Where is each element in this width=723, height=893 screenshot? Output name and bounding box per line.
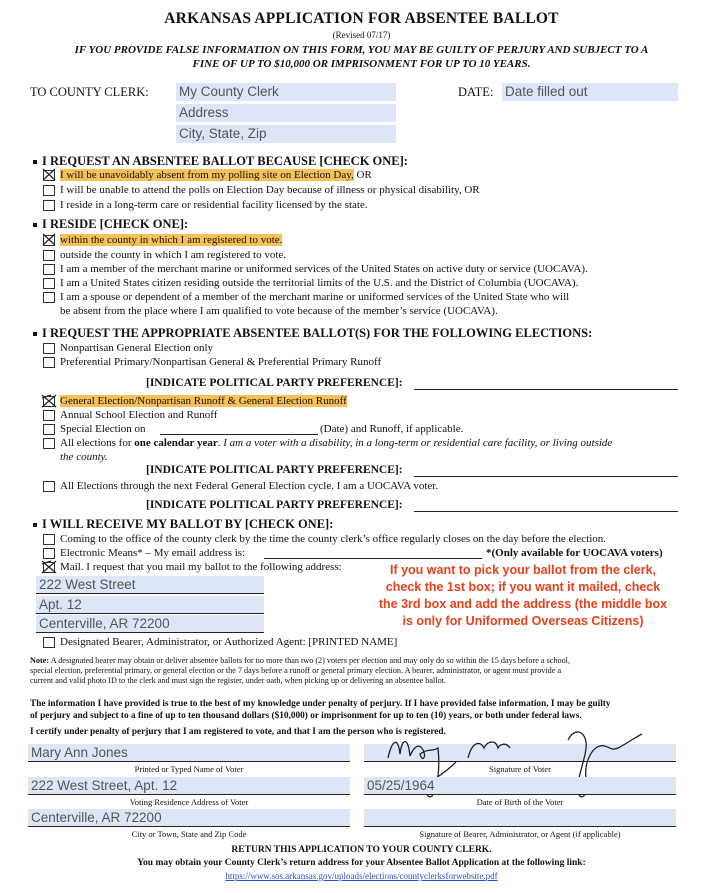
reason-illness-option: I will be unable to attend the polls on Election Day because of illness or physical disability, OR: [60, 184, 480, 196]
reason-heading: I REQUEST AN ABSENTEE BALLOT BECAUSE [CHECK ONE]:: [42, 154, 408, 168]
bearer-note: Note: A designated bearer may obtain or deliver absentee ballots for no more than two (2) voters per election and may only do so within the 15 days before a school, special election, preferential primary, or general election or the 7 days before a runoff or general primary election. A bearer, administrator, or agent must provide a current and valid photo ID to the clerk and must sign the register, under oath, when picking up or delivering an absentee ballot.: [30, 656, 570, 685]
to-county-clerk-label: TO COUNTY CLERK:: [30, 85, 149, 99]
receive-heading: I WILL RECEIVE MY BALLOT BY [CHECK ONE]:: [42, 517, 334, 531]
party-preference-line[interactable]: [414, 389, 678, 390]
election-nonpartisan-checkbox[interactable]: [43, 343, 55, 354]
reside-outside-option: outside the county in which I am registered to vote.: [60, 249, 287, 261]
clerk-address-field[interactable]: Address: [176, 104, 396, 122]
voter-signature-caption: Signature of Voter: [488, 764, 551, 774]
return-instruction: RETURN THIS APPLICATION TO YOUR COUNTY CLERK.: [231, 845, 492, 855]
bearer-signature-field[interactable]: [364, 809, 676, 827]
reside-uniformed-checkbox[interactable]: [43, 264, 55, 275]
election-calendar-year-continuation: the county.: [60, 451, 108, 463]
reside-abroad-checkbox[interactable]: [43, 278, 55, 289]
reason-illness-checkbox[interactable]: [43, 185, 55, 196]
election-calendar-year-option: All elections for one calendar year. I am a voter with a disability, in a long-term or residential care facility, or living outside: [60, 437, 613, 449]
reason-absent-checkbox[interactable]: [43, 170, 55, 181]
reason-longterm-checkbox[interactable]: [43, 200, 55, 211]
reside-outside-checkbox[interactable]: [43, 250, 55, 261]
reside-spouse-option: I am a spouse or dependent of a member of the merchant marine or uniformed services of the United State who will: [60, 291, 570, 303]
date-field[interactable]: Date filled out: [502, 83, 678, 101]
voter-dob-field[interactable]: 05/25/1964: [364, 777, 676, 795]
election-school-option: Annual School Election and Runoff: [60, 409, 218, 421]
checkmark-x-icon: [41, 394, 57, 408]
section-bullet: [33, 332, 37, 336]
election-general-checkbox[interactable]: [43, 396, 55, 407]
special-election-date-line[interactable]: [160, 434, 318, 435]
election-general-option: General Election/Nonpartisan Runoff & General Election Runoff: [60, 395, 347, 407]
election-preferential-option: Preferential Primary/Nonpartisan General & Preferential Primary Runoff: [60, 356, 382, 368]
receive-mail-checkbox[interactable]: [43, 562, 55, 573]
certification-statement: The information I have provided is true to the best of my knowledge under penalty of perjury. If I have provided false information, I may be guilty of perjury and subject to a fine of up to ten thousand dollars ($10,000) or imprisonment for up to ten (10) years, or both under federal laws.: [30, 699, 611, 721]
reason-longterm-option: I reside in a long-term care or residential facility licensed by the state.: [60, 199, 368, 211]
election-special-suffix: (Date) and Runoff, if applicable.: [320, 423, 464, 435]
county-clerks-link[interactable]: https://www.sos.arkansas.gov/uploads/elections/countyclerksforwebsite.pdf: [225, 871, 498, 881]
mail-street-field[interactable]: 222 West Street: [36, 576, 264, 594]
registration-certification: I certify under penalty of perjury that I am registered to vote, and that I am the person who is registered.: [30, 727, 446, 737]
reside-within-option: within the county in which I am registered to vote.: [60, 234, 283, 246]
voter-city-caption: City or Town, State and Zip Code: [131, 829, 247, 839]
checkmark-x-icon: [41, 560, 57, 574]
email-address-line[interactable]: [264, 558, 482, 559]
date-label: DATE:: [458, 85, 494, 99]
election-school-checkbox[interactable]: [43, 410, 55, 421]
election-nonpartisan-option: Nonpartisan General Election only: [60, 342, 214, 354]
voter-name-caption: Printed or Typed Name of Voter: [134, 764, 244, 774]
revision-date: (Revised 07/17): [332, 30, 391, 40]
voter-city-field[interactable]: Centerville, AR 72200: [28, 809, 350, 827]
party-preference-label: [INDICATE POLITICAL PARTY PREFERENCE]:: [146, 499, 403, 511]
election-special-label: Special Election on: [60, 423, 146, 435]
receive-bearer-checkbox[interactable]: [43, 637, 55, 648]
receive-office-checkbox[interactable]: [43, 534, 55, 545]
bearer-signature-caption: Signature of Bearer, Administrator, or Agent (if applicable): [419, 829, 621, 839]
obtain-address-instruction: You may obtain your County Clerk’s return address for your Absentee Ballot Application at the following link:: [137, 858, 586, 868]
electronic-uocava-note: *(Only available for UOCAVA voters): [486, 547, 663, 559]
reside-spouse-checkbox[interactable]: [43, 292, 55, 303]
voter-name-field[interactable]: Mary Ann Jones: [28, 744, 350, 762]
county-clerk-field[interactable]: My County Clerk: [176, 83, 396, 101]
perjury-warning-line2: FINE OF UP TO $10,000 OR IMPRISONMENT FOR UP TO 10 YEARS.: [192, 58, 531, 70]
election-uocava-option: All Elections through the next Federal General Election cycle. I am a UOCAVA voter.: [60, 480, 439, 492]
mail-apt-field[interactable]: Apt. 12: [36, 596, 264, 614]
reason-absent-option: I will be unavoidably absent from my polling site on Election Day, OR: [60, 169, 372, 181]
section-bullet: [33, 160, 37, 164]
clerk-city-field[interactable]: City, State, Zip: [176, 125, 396, 143]
checkmark-x-icon: [42, 168, 56, 181]
election-uocava-checkbox[interactable]: [43, 481, 55, 492]
election-preferential-checkbox[interactable]: [43, 357, 55, 368]
form-title: ARKANSAS APPLICATION FOR ABSENTEE BALLOT: [164, 10, 559, 27]
instruction-annotation: If you want to pick your ballot from the clerk, check the 1st box; if you want it mailed, check the 3rd box and add the address (the middle box is only for Uniformed Overseas Citizens): [378, 563, 668, 628]
section-bullet: [33, 223, 37, 227]
party-preference-label: [INDICATE POLITICAL PARTY PREFERENCE]:: [146, 464, 403, 476]
receive-electronic-checkbox[interactable]: [43, 548, 55, 559]
section-bullet: [33, 523, 37, 527]
party-preference-label: [INDICATE POLITICAL PARTY PREFERENCE]:: [146, 377, 403, 389]
voter-address-field[interactable]: 222 West Street, Apt. 12: [28, 777, 350, 795]
elections-heading: I REQUEST THE APPROPRIATE ABSENTEE BALLOT(S) FOR THE FOLLOWING ELECTIONS:: [42, 326, 593, 340]
reside-uniformed-option: I am a member of the merchant marine or uniformed services of the United States on active duty or service (UOCAVA).: [60, 263, 588, 275]
party-preference-line[interactable]: [414, 511, 678, 512]
reside-within-checkbox[interactable]: [43, 235, 55, 246]
receive-electronic-option: Electronic Means* – My email address is:: [60, 547, 246, 559]
reside-abroad-option: I am a United States citizen residing outside the territorial limits of the U.S. and the District of Columbia (UOCAVA).: [60, 277, 579, 289]
voter-dob-caption: Date of Birth of the Voter: [476, 797, 564, 807]
election-calendar-year-checkbox[interactable]: [43, 438, 55, 449]
receive-mail-option: Mail. I request that you mail my ballot to the following address:: [60, 561, 342, 573]
party-preference-line[interactable]: [414, 476, 678, 477]
receive-office-option: Coming to the office of the county clerk by the time the county clerk’s office regularly closes on the day before the election.: [60, 533, 607, 545]
checkmark-x-icon: [42, 233, 56, 246]
perjury-warning-line1: IF YOU PROVIDE FALSE INFORMATION ON THIS FORM, YOU MAY BE GUILTY OF PERJURY AND SUBJECT TO A: [74, 44, 649, 56]
receive-bearer-option: Designated Bearer, Administrator, or Authorized Agent: [PRINTED NAME]: [60, 636, 398, 648]
reside-spouse-continuation: be absent from the place where I am qualified to vote because of the member’s service (UOCAVA).: [60, 305, 498, 317]
voter-address-caption: Voting Residence Address of Voter: [129, 797, 249, 807]
reside-heading: I RESIDE [CHECK ONE]:: [42, 217, 189, 231]
election-special-checkbox[interactable]: [43, 424, 55, 435]
mail-city-field[interactable]: Centerville, AR 72200: [36, 615, 264, 633]
